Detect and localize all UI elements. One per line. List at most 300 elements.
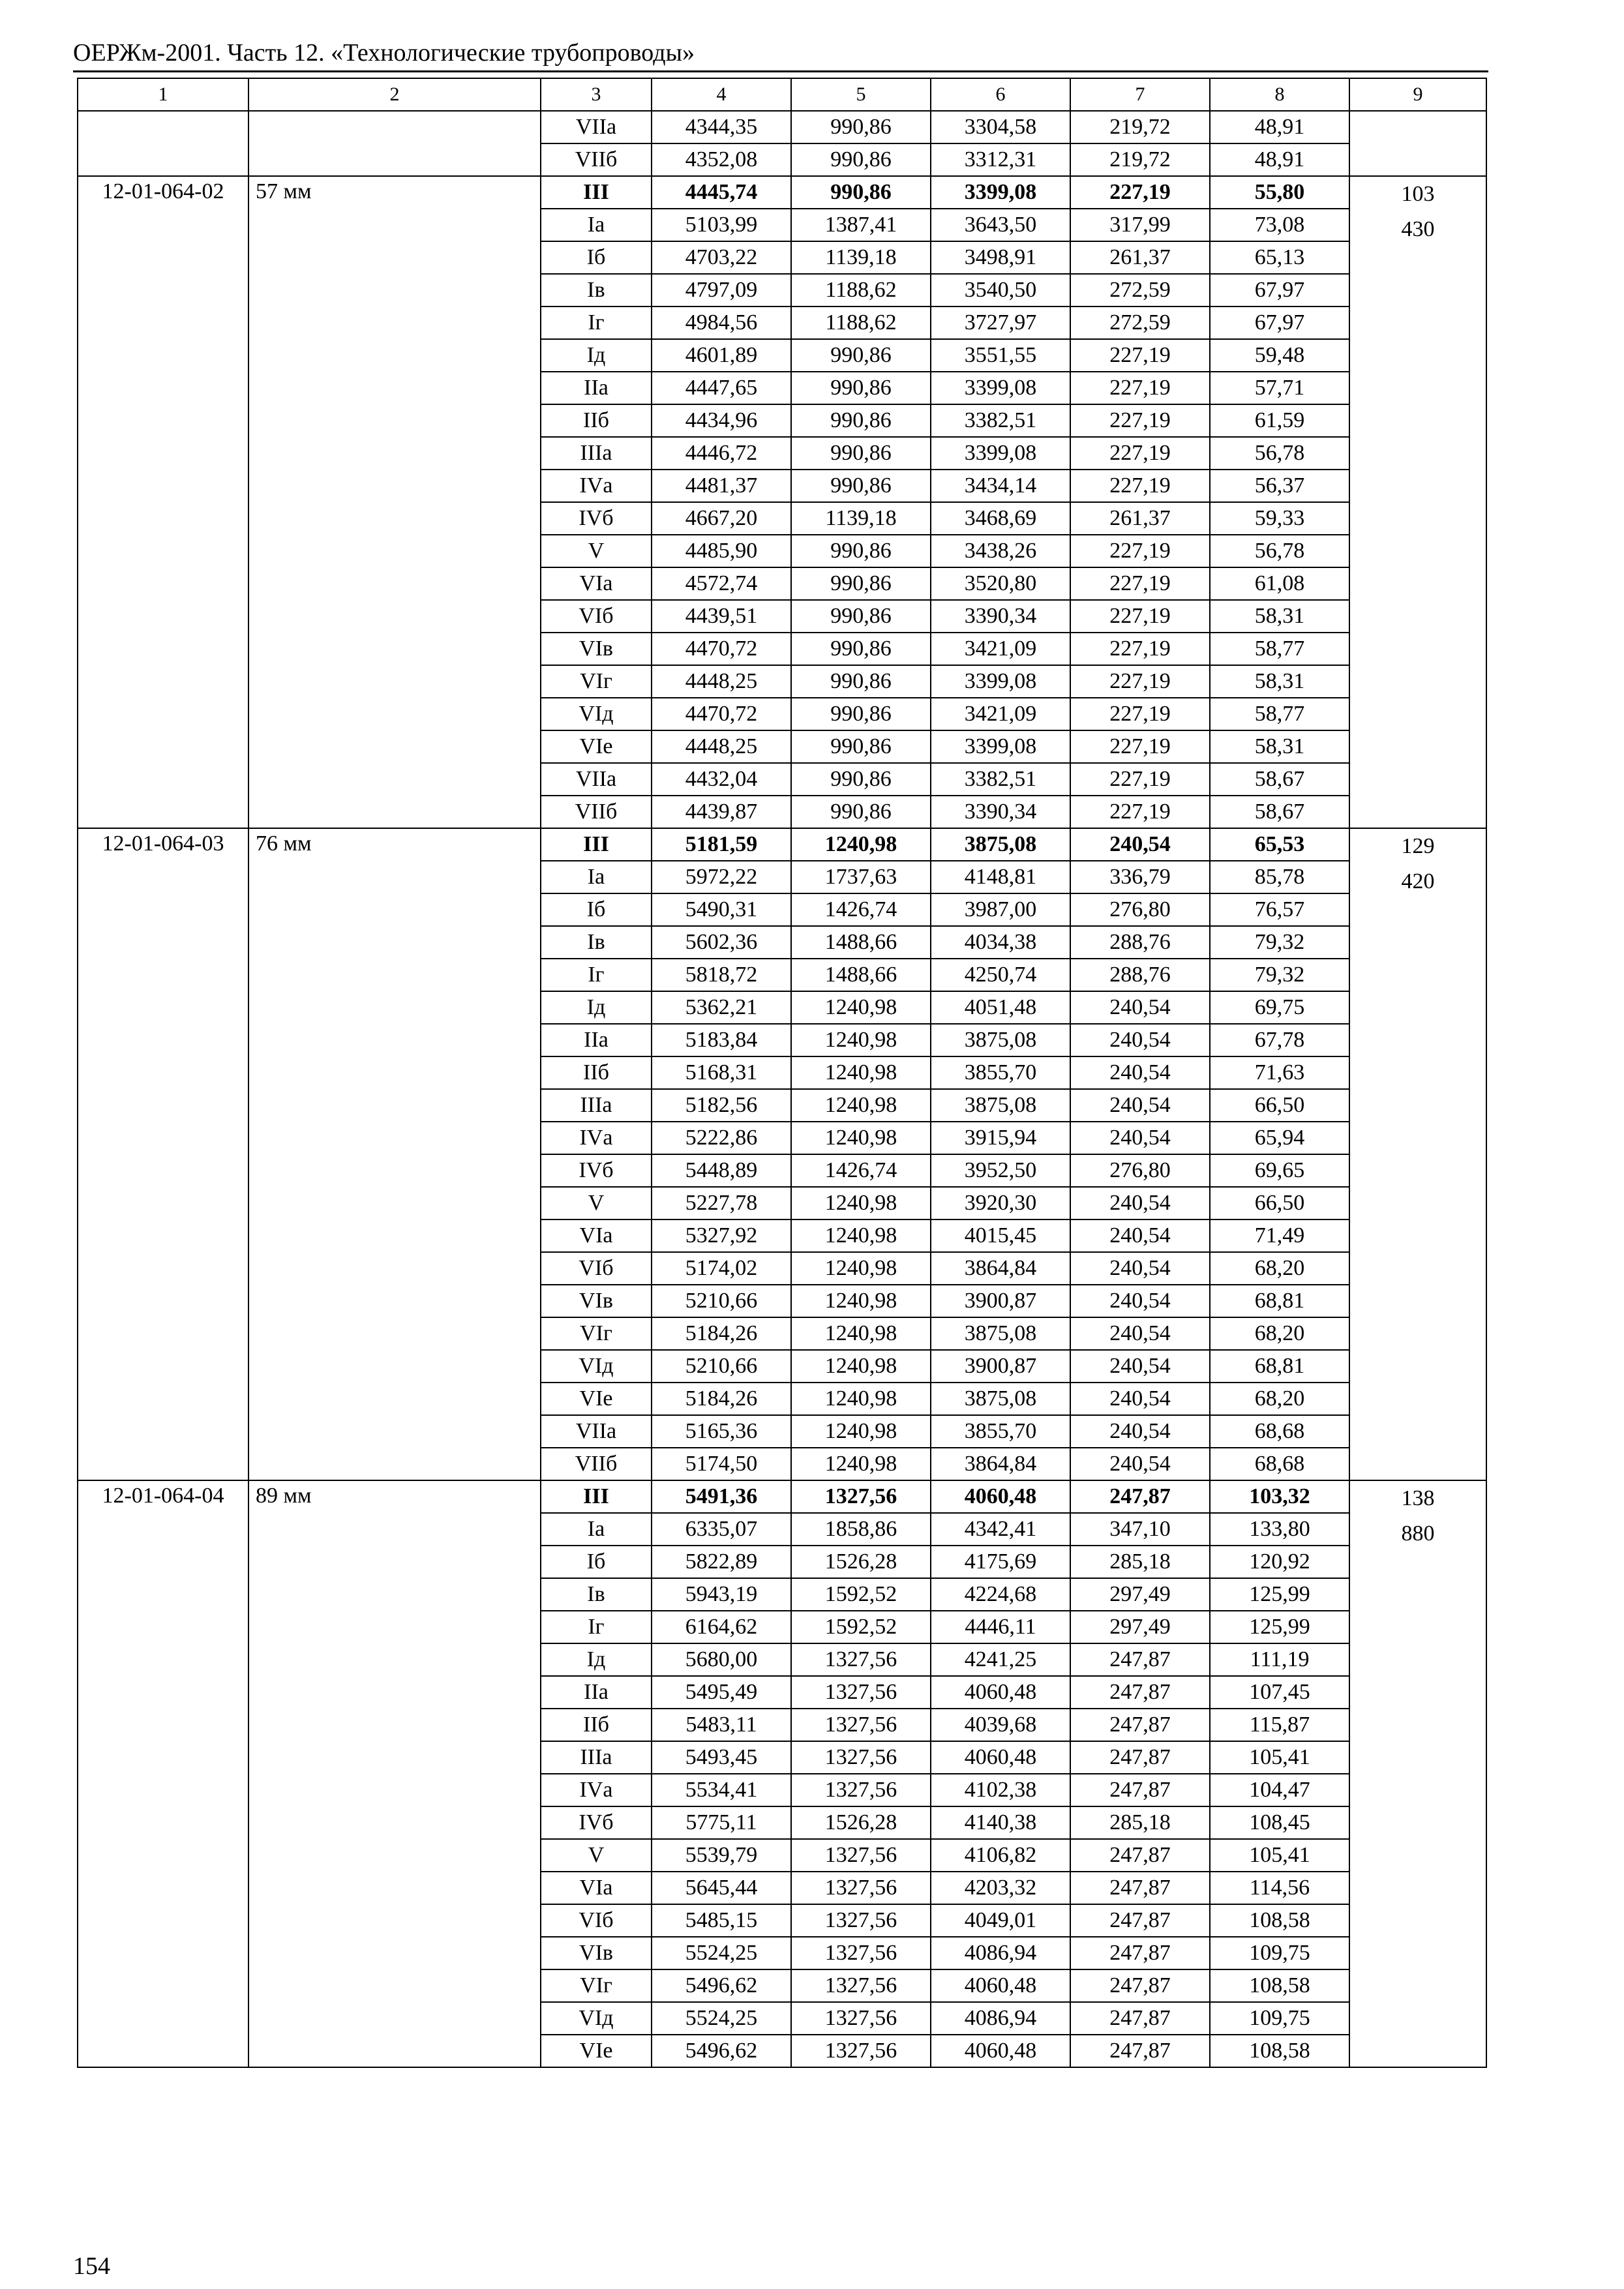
value-cell: 1327,56: [791, 2035, 931, 2067]
category-cell: Iб: [541, 1546, 652, 1578]
value-cell: 261,37: [1070, 502, 1210, 535]
value-cell: 247,87: [1070, 1937, 1210, 1969]
value-cell: 3551,55: [931, 339, 1070, 372]
value-cell: 5524,25: [652, 2002, 791, 2035]
value-cell: 1327,56: [791, 1741, 931, 1774]
value-cell: 67,78: [1210, 1024, 1349, 1056]
value-cell: 3855,70: [931, 1415, 1070, 1448]
category-cell: VIа: [541, 1219, 652, 1252]
value-cell: 990,86: [791, 665, 931, 698]
category-cell: VIа: [541, 1872, 652, 1904]
category-cell: VIе: [541, 2035, 652, 2067]
header-rule: [73, 70, 1488, 72]
value-cell: 247,87: [1070, 1676, 1210, 1709]
value-cell: 990,86: [791, 600, 931, 633]
value-cell: 1592,52: [791, 1578, 931, 1611]
value-cell: 4039,68: [931, 1709, 1070, 1741]
value-cell: 5539,79: [652, 1839, 791, 1872]
value-cell: 240,54: [1070, 1122, 1210, 1154]
category-cell: VIIб: [541, 796, 652, 828]
value-cell: 1858,86: [791, 1513, 931, 1546]
value-cell: 990,86: [791, 567, 931, 600]
category-cell: VIб: [541, 1904, 652, 1937]
table-row: [78, 176, 1486, 209]
value-cell: 57,71: [1210, 372, 1349, 404]
value-cell: 73,08: [1210, 209, 1349, 241]
value-cell: 4601,89: [652, 339, 791, 372]
category-cell: IIIа: [541, 1741, 652, 1774]
value-cell: 1240,98: [791, 1122, 931, 1154]
value-cell: 990,86: [791, 796, 931, 828]
value-cell: 48,91: [1210, 143, 1349, 176]
value-cell: 3399,08: [931, 730, 1070, 763]
category-cell: III: [541, 176, 652, 209]
category-cell: VIв: [541, 1937, 652, 1969]
value-cell: 133,80: [1210, 1513, 1349, 1546]
value-cell: 247,87: [1070, 1480, 1210, 1513]
value-cell: 1240,98: [791, 1383, 931, 1415]
category-cell: Iа: [541, 209, 652, 241]
value-cell: 4432,04: [652, 763, 791, 796]
value-cell: 3643,50: [931, 209, 1070, 241]
value-cell: 4446,72: [652, 437, 791, 470]
value-cell: 61,08: [1210, 567, 1349, 600]
rate-code-cell: 12-01-064-02: [78, 176, 248, 828]
value-cell: 990,86: [791, 535, 931, 567]
value-cell: 103,32: [1210, 1480, 1349, 1513]
value-cell: 5184,26: [652, 1317, 791, 1350]
rate-code-cell: 12-01-064-04: [78, 1480, 248, 2067]
value-cell: 85,78: [1210, 861, 1349, 893]
value-cell: 5972,22: [652, 861, 791, 893]
category-cell: Iд: [541, 1643, 652, 1676]
value-cell: 3399,08: [931, 437, 1070, 470]
value-cell: 5165,36: [652, 1415, 791, 1448]
value-cell: 3952,50: [931, 1154, 1070, 1187]
value-cell: 68,20: [1210, 1317, 1349, 1350]
value-cell: 68,81: [1210, 1350, 1349, 1383]
value-cell: 240,54: [1070, 1383, 1210, 1415]
value-cell: 3727,97: [931, 307, 1070, 339]
value-cell: 68,68: [1210, 1415, 1349, 1448]
value-cell: 58,31: [1210, 730, 1349, 763]
value-cell: 990,86: [791, 143, 931, 176]
category-cell: IIа: [541, 372, 652, 404]
value-cell: 1240,98: [791, 1252, 931, 1285]
value-cell: 5327,92: [652, 1219, 791, 1252]
value-cell: 109,75: [1210, 1937, 1349, 1969]
value-cell: 3312,31: [931, 143, 1070, 176]
column-header: 2: [248, 78, 541, 111]
value-cell: 1327,56: [791, 1872, 931, 1904]
category-cell: VIв: [541, 633, 652, 665]
column-header: 7: [1070, 78, 1210, 111]
value-cell: 5168,31: [652, 1056, 791, 1089]
value-cell: 108,58: [1210, 1904, 1349, 1937]
value-cell: 227,19: [1070, 176, 1210, 209]
value-cell: 4086,94: [931, 2002, 1070, 2035]
value-cell: 227,19: [1070, 633, 1210, 665]
value-cell: 5645,44: [652, 1872, 791, 1904]
category-cell: VIг: [541, 1969, 652, 2002]
value-cell: 3855,70: [931, 1056, 1070, 1089]
value-cell: 79,32: [1210, 926, 1349, 959]
value-cell: 4703,22: [652, 241, 791, 274]
value-cell: 247,87: [1070, 2035, 1210, 2067]
value-cell: 56,37: [1210, 470, 1349, 502]
category-cell: Iг: [541, 307, 652, 339]
category-cell: IVб: [541, 502, 652, 535]
value-cell: 1327,56: [791, 1904, 931, 1937]
value-cell: 3399,08: [931, 372, 1070, 404]
table-row: [78, 828, 1486, 861]
category-cell: VIд: [541, 2002, 652, 2035]
value-cell: 1488,66: [791, 959, 931, 991]
value-cell: 5210,66: [652, 1350, 791, 1383]
value-cell: 4140,38: [931, 1806, 1070, 1839]
value-cell: 1327,56: [791, 1839, 931, 1872]
value-cell: 4447,65: [652, 372, 791, 404]
value-cell: 65,13: [1210, 241, 1349, 274]
value-cell: 990,86: [791, 633, 931, 665]
value-cell: 1240,98: [791, 1024, 931, 1056]
value-cell: 3915,94: [931, 1122, 1070, 1154]
value-cell: 114,56: [1210, 1872, 1349, 1904]
category-cell: IVб: [541, 1806, 652, 1839]
column-header: 8: [1210, 78, 1349, 111]
value-cell: 5103,99: [652, 209, 791, 241]
value-cell: 240,54: [1070, 1056, 1210, 1089]
category-cell: VIг: [541, 665, 652, 698]
value-cell: 68,81: [1210, 1285, 1349, 1317]
value-cell: 240,54: [1070, 1285, 1210, 1317]
value-cell: 125,99: [1210, 1611, 1349, 1643]
value-cell: 227,19: [1070, 372, 1210, 404]
value-cell: 5483,11: [652, 1709, 791, 1741]
category-cell: VIд: [541, 698, 652, 730]
value-cell: 990,86: [791, 470, 931, 502]
value-cell: 990,86: [791, 730, 931, 763]
value-cell: 5485,15: [652, 1904, 791, 1937]
value-cell: 5362,21: [652, 991, 791, 1024]
value-cell: 1327,56: [791, 1937, 931, 1969]
value-cell: 1592,52: [791, 1611, 931, 1643]
value-cell: 5822,89: [652, 1546, 791, 1578]
category-cell: Iб: [541, 241, 652, 274]
value-cell: 285,18: [1070, 1806, 1210, 1839]
item-name-cell: 57 мм: [248, 176, 541, 828]
item-name-cell: 89 мм: [248, 1480, 541, 2067]
value-cell: 990,86: [791, 372, 931, 404]
value-cell: 4060,48: [931, 1741, 1070, 1774]
value-cell: 272,59: [1070, 274, 1210, 307]
category-cell: VIIб: [541, 1448, 652, 1480]
value-cell: 1327,56: [791, 2002, 931, 2035]
category-cell: VIе: [541, 1383, 652, 1415]
value-cell: 5448,89: [652, 1154, 791, 1187]
value-cell: 276,80: [1070, 893, 1210, 926]
value-cell: 247,87: [1070, 1872, 1210, 1904]
value-cell: 3875,08: [931, 1089, 1070, 1122]
value-cell: 240,54: [1070, 1317, 1210, 1350]
value-cell: 276,80: [1070, 1154, 1210, 1187]
value-cell: 1240,98: [791, 1317, 931, 1350]
value-cell: 3390,34: [931, 600, 1070, 633]
category-cell: VIб: [541, 1252, 652, 1285]
column-header: 9: [1349, 78, 1486, 111]
value-cell: 240,54: [1070, 1252, 1210, 1285]
value-cell: 3875,08: [931, 1383, 1070, 1415]
value-cell: 120,92: [1210, 1546, 1349, 1578]
value-cell: 1240,98: [791, 1089, 931, 1122]
value-cell: 3520,80: [931, 567, 1070, 600]
value-cell: 3875,08: [931, 1024, 1070, 1056]
table-header-row: [78, 78, 1486, 111]
value-cell: 5602,36: [652, 926, 791, 959]
value-cell: 5174,50: [652, 1448, 791, 1480]
value-cell: 4102,38: [931, 1774, 1070, 1806]
value-cell: 48,91: [1210, 111, 1349, 143]
value-cell: 109,75: [1210, 2002, 1349, 2035]
value-cell: 288,76: [1070, 926, 1210, 959]
value-cell: 297,49: [1070, 1611, 1210, 1643]
category-cell: VIд: [541, 1350, 652, 1383]
value-cell: 67,97: [1210, 274, 1349, 307]
page-header-title: ОЕРЖм-2001. Часть 12. «Технологические трубопроводы»: [73, 39, 695, 67]
value-cell: 66,50: [1210, 1089, 1349, 1122]
item-name-cell: 76 мм: [248, 828, 541, 1480]
value-cell: 261,37: [1070, 241, 1210, 274]
value-cell: 227,19: [1070, 600, 1210, 633]
value-cell: 1526,28: [791, 1546, 931, 1578]
value-cell: 240,54: [1070, 1187, 1210, 1219]
value-cell: 1526,28: [791, 1806, 931, 1839]
value-cell: 1327,56: [791, 1480, 931, 1513]
value-cell: 990,86: [791, 437, 931, 470]
value-cell: 3434,14: [931, 470, 1070, 502]
category-cell: IIб: [541, 1056, 652, 1089]
value-cell: 4434,96: [652, 404, 791, 437]
value-cell: 240,54: [1070, 1024, 1210, 1056]
col9-value: 420: [1401, 869, 1435, 893]
value-cell: 107,45: [1210, 1676, 1349, 1709]
value-cell: 247,87: [1070, 1904, 1210, 1937]
column-header: 3: [541, 78, 652, 111]
value-cell: 58,31: [1210, 600, 1349, 633]
value-cell: 272,59: [1070, 307, 1210, 339]
value-cell: 4015,45: [931, 1219, 1070, 1252]
category-cell: III: [541, 1480, 652, 1513]
value-cell: 5182,56: [652, 1089, 791, 1122]
value-cell: 1426,74: [791, 1154, 931, 1187]
value-cell: 247,87: [1070, 1709, 1210, 1741]
value-cell: 227,19: [1070, 404, 1210, 437]
value-cell: 219,72: [1070, 143, 1210, 176]
value-cell: 5493,45: [652, 1741, 791, 1774]
value-cell: 317,99: [1070, 209, 1210, 241]
value-cell: 227,19: [1070, 535, 1210, 567]
column-header: 5: [791, 78, 931, 111]
value-cell: 68,20: [1210, 1252, 1349, 1285]
category-cell: VIIа: [541, 111, 652, 143]
value-cell: 247,87: [1070, 1774, 1210, 1806]
value-cell: 1240,98: [791, 828, 931, 861]
value-cell: 4485,90: [652, 535, 791, 567]
col9-cell: [1349, 111, 1486, 176]
value-cell: 990,86: [791, 111, 931, 143]
value-cell: 1327,56: [791, 1774, 931, 1806]
category-cell: IIб: [541, 404, 652, 437]
value-cell: 5680,00: [652, 1643, 791, 1676]
value-cell: 1188,62: [791, 307, 931, 339]
table-body: [78, 111, 1486, 2067]
value-cell: 219,72: [1070, 111, 1210, 143]
value-cell: 990,86: [791, 339, 931, 372]
col9-value: 430: [1401, 217, 1435, 241]
table-row: [78, 1480, 1486, 1513]
value-cell: 1240,98: [791, 1285, 931, 1317]
item-name-cell: [248, 111, 541, 176]
category-cell: IIб: [541, 1709, 652, 1741]
column-header: 6: [931, 78, 1070, 111]
value-cell: 5174,02: [652, 1252, 791, 1285]
column-header: 4: [652, 78, 791, 111]
category-cell: IIа: [541, 1676, 652, 1709]
category-cell: V: [541, 535, 652, 567]
value-cell: 5818,72: [652, 959, 791, 991]
value-cell: 1240,98: [791, 1219, 931, 1252]
value-cell: 3304,58: [931, 111, 1070, 143]
value-cell: 5534,41: [652, 1774, 791, 1806]
value-cell: 227,19: [1070, 339, 1210, 372]
value-cell: 5491,36: [652, 1480, 791, 1513]
value-cell: 4060,48: [931, 1480, 1070, 1513]
value-cell: 1327,56: [791, 1709, 931, 1741]
value-cell: 4049,01: [931, 1904, 1070, 1937]
category-cell: VIг: [541, 1317, 652, 1350]
value-cell: 3421,09: [931, 698, 1070, 730]
value-cell: 1240,98: [791, 1350, 931, 1383]
col9-cell: [1349, 828, 1486, 1480]
col9-cell: [1349, 176, 1486, 828]
value-cell: 4060,48: [931, 1676, 1070, 1709]
value-cell: 227,19: [1070, 437, 1210, 470]
value-cell: 227,19: [1070, 698, 1210, 730]
category-cell: Iв: [541, 926, 652, 959]
col9-cell: [1349, 1480, 1486, 2067]
value-cell: 6164,62: [652, 1611, 791, 1643]
category-cell: IVб: [541, 1154, 652, 1187]
category-cell: Iг: [541, 959, 652, 991]
value-cell: 1139,18: [791, 502, 931, 535]
value-cell: 65,53: [1210, 828, 1349, 861]
value-cell: 4470,72: [652, 633, 791, 665]
category-cell: IVа: [541, 1122, 652, 1154]
value-cell: 3864,84: [931, 1252, 1070, 1285]
value-cell: 65,94: [1210, 1122, 1349, 1154]
value-cell: 108,58: [1210, 1969, 1349, 2002]
value-cell: 990,86: [791, 698, 931, 730]
value-cell: 247,87: [1070, 1839, 1210, 1872]
category-cell: Iв: [541, 274, 652, 307]
category-cell: IIIа: [541, 437, 652, 470]
value-cell: 4241,25: [931, 1643, 1070, 1676]
value-cell: 58,31: [1210, 665, 1349, 698]
value-cell: 3468,69: [931, 502, 1070, 535]
value-cell: 5496,62: [652, 1969, 791, 2002]
value-cell: 5181,59: [652, 828, 791, 861]
value-cell: 6335,07: [652, 1513, 791, 1546]
value-cell: 4203,32: [931, 1872, 1070, 1904]
value-cell: 68,68: [1210, 1448, 1349, 1480]
value-cell: 4148,81: [931, 861, 1070, 893]
value-cell: 1240,98: [791, 1056, 931, 1089]
category-cell: III: [541, 828, 652, 861]
value-cell: 4344,35: [652, 111, 791, 143]
value-cell: 240,54: [1070, 828, 1210, 861]
value-cell: 4445,74: [652, 176, 791, 209]
value-cell: 55,80: [1210, 176, 1349, 209]
value-cell: 5183,84: [652, 1024, 791, 1056]
value-cell: 3875,08: [931, 828, 1070, 861]
value-cell: 240,54: [1070, 1448, 1210, 1480]
value-cell: 5210,66: [652, 1285, 791, 1317]
category-cell: Iб: [541, 893, 652, 926]
value-cell: 1327,56: [791, 1643, 931, 1676]
value-cell: 227,19: [1070, 567, 1210, 600]
value-cell: 3864,84: [931, 1448, 1070, 1480]
value-cell: 56,78: [1210, 437, 1349, 470]
value-cell: 105,41: [1210, 1741, 1349, 1774]
value-cell: 3382,51: [931, 404, 1070, 437]
value-cell: 227,19: [1070, 470, 1210, 502]
value-cell: 68,20: [1210, 1383, 1349, 1415]
value-cell: 1387,41: [791, 209, 931, 241]
value-cell: 990,86: [791, 176, 931, 209]
value-cell: 4175,69: [931, 1546, 1070, 1578]
value-cell: 3987,00: [931, 893, 1070, 926]
value-cell: 125,99: [1210, 1578, 1349, 1611]
table-row: [78, 111, 1486, 143]
value-cell: 4060,48: [931, 1969, 1070, 2002]
value-cell: 3390,34: [931, 796, 1070, 828]
value-cell: 4224,68: [931, 1578, 1070, 1611]
value-cell: 1240,98: [791, 1187, 931, 1219]
value-cell: 4797,09: [652, 274, 791, 307]
value-cell: 5490,31: [652, 893, 791, 926]
category-cell: VIIа: [541, 1415, 652, 1448]
category-cell: Iд: [541, 339, 652, 372]
value-cell: 288,76: [1070, 959, 1210, 991]
value-cell: 104,47: [1210, 1774, 1349, 1806]
value-cell: 4086,94: [931, 1937, 1070, 1969]
rate-code-cell: 12-01-064-03: [78, 828, 248, 1480]
value-cell: 5496,62: [652, 2035, 791, 2067]
value-cell: 5227,78: [652, 1187, 791, 1219]
value-cell: 285,18: [1070, 1546, 1210, 1578]
col9-value: 129: [1401, 834, 1435, 858]
page-number: 154: [73, 2252, 110, 2280]
value-cell: 71,63: [1210, 1056, 1349, 1089]
value-cell: 240,54: [1070, 1219, 1210, 1252]
price-table: [77, 78, 1487, 2068]
value-cell: 3875,08: [931, 1317, 1070, 1350]
value-cell: 1426,74: [791, 893, 931, 926]
value-cell: 297,49: [1070, 1578, 1210, 1611]
value-cell: 4448,25: [652, 730, 791, 763]
value-cell: 3540,50: [931, 274, 1070, 307]
value-cell: 4060,48: [931, 2035, 1070, 2067]
